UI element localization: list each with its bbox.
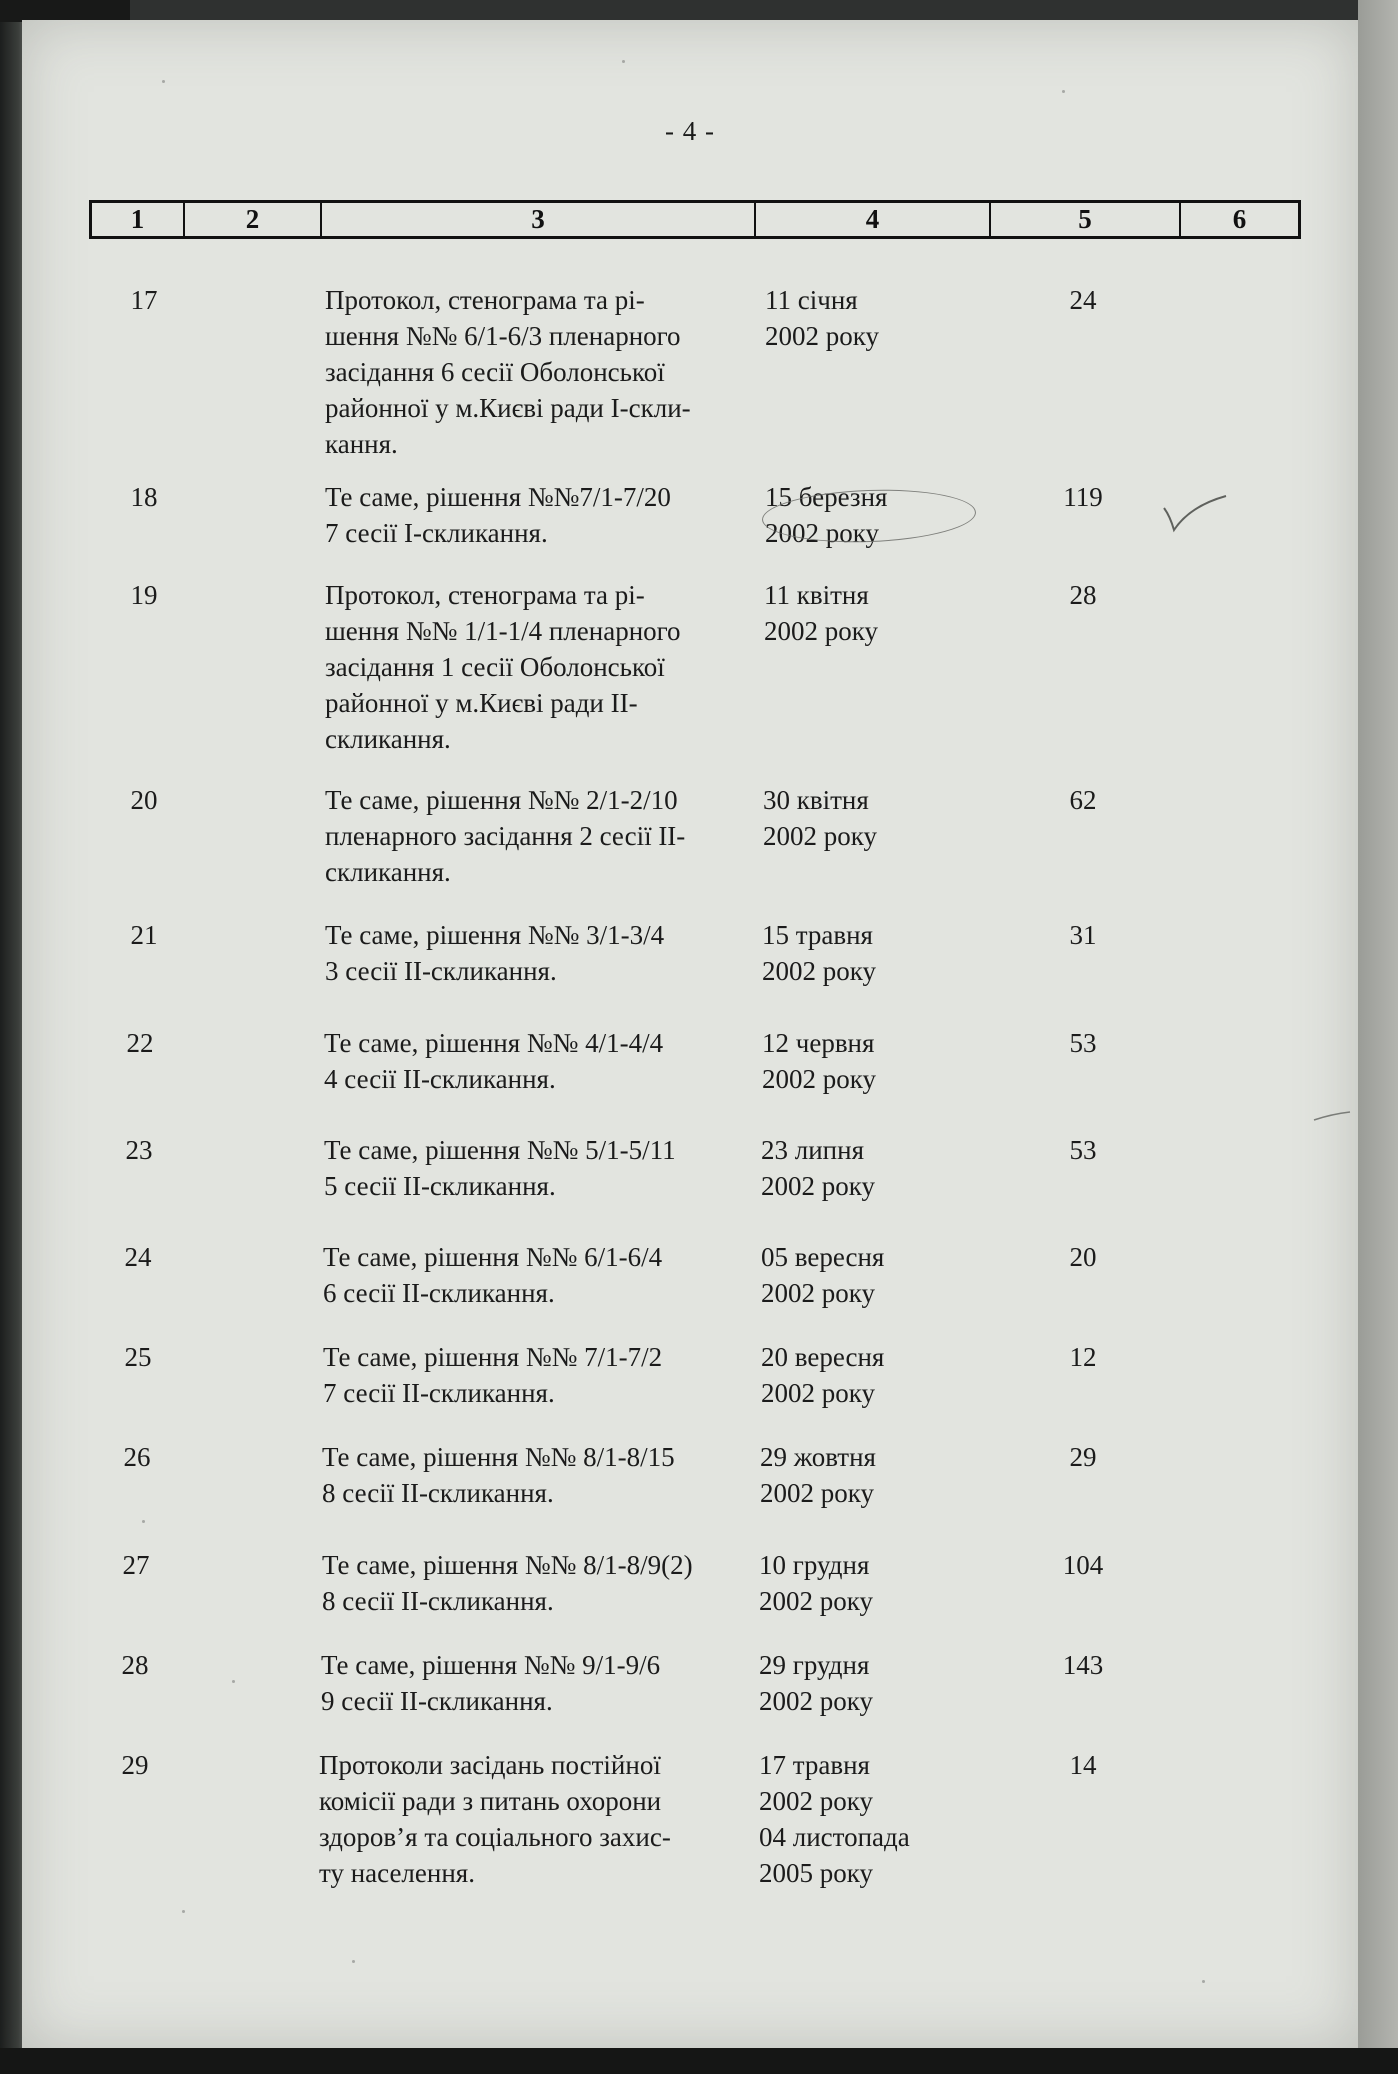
document-page [22, 20, 1358, 2048]
row-pages: 28 [1069, 580, 1097, 610]
description-line: 4 сесії II-скликання. [324, 1064, 556, 1094]
row-date [759, 1547, 989, 1619]
description-line: 7 сесії I-скликання. [325, 518, 548, 548]
description-line: Протокол, стенограма та рі- [325, 580, 645, 610]
scan-speck [162, 80, 165, 83]
date-line: 2002 року [764, 616, 878, 646]
date-line: 2005 року [759, 1858, 873, 1888]
pencil-dash-mark [1312, 1110, 1352, 1122]
row-description [324, 1132, 764, 1204]
description-line: Те саме, рішення №№ 9/1-9/6 [321, 1650, 661, 1680]
scan-speck [182, 1910, 185, 1913]
row-date [761, 1132, 991, 1204]
row-date [764, 577, 994, 649]
scan-speck [1062, 90, 1065, 93]
row-description [322, 1439, 762, 1511]
scan-speck [142, 1520, 145, 1523]
date-line: 2002 року [763, 821, 877, 851]
date-line: 10 грудня [759, 1550, 870, 1580]
row-pages: 53 [1069, 1135, 1097, 1165]
date-line: 15 березня [765, 482, 888, 512]
row-number: 26 [123, 1442, 151, 1472]
row-number: 22 [126, 1028, 154, 1058]
date-line: 17 травня [759, 1750, 870, 1780]
row-date [759, 1647, 989, 1719]
scan-edge-bottom [0, 2048, 1398, 2074]
column-header-5: 5 [991, 203, 1181, 236]
description-line: Те саме, рішення №№ 8/1-8/9(2) [322, 1550, 693, 1580]
description-line: скликання. [325, 724, 451, 754]
date-line: 2002 року [759, 1686, 873, 1716]
row-pages: 31 [1069, 920, 1097, 950]
column-header-3: 3 [322, 203, 756, 236]
description-line: Те саме, рішення №№ 3/1-3/4 [325, 920, 665, 950]
date-line: 2002 року [765, 518, 879, 548]
description-line: 5 сесії II-скликання. [324, 1171, 556, 1201]
date-line: 11 квітня [764, 580, 869, 610]
row-description [323, 1239, 763, 1311]
description-line: комісії ради з питань охорони [319, 1786, 662, 1816]
description-line: 9 сесії II-скликання. [321, 1686, 553, 1716]
description-line: скликання. [325, 857, 451, 887]
date-line: 2002 року [762, 956, 876, 986]
row-pages: 143 [1062, 1650, 1104, 1680]
date-line: 2002 року [762, 1064, 876, 1094]
row-pages: 29 [1069, 1442, 1097, 1472]
column-header-6: 6 [1232, 204, 1247, 234]
row-description [324, 1025, 764, 1097]
column-header-4: 4 [756, 203, 991, 236]
description-line: ту населення. [319, 1858, 475, 1888]
row-number: 19 [130, 580, 158, 610]
table-header [89, 200, 1301, 239]
description-line: Протоколи засідань постійної [319, 1750, 661, 1780]
date-line: 2002 року [765, 321, 879, 351]
description-line: 3 сесії II-скликання. [325, 956, 557, 986]
date-line: 29 грудня [759, 1650, 870, 1680]
date-line: 12 червня [762, 1028, 875, 1058]
row-pages: 104 [1062, 1550, 1104, 1580]
row-date [763, 782, 993, 854]
description-line: 8 сесії II-скликання. [322, 1478, 554, 1508]
date-line: 2002 року [761, 1171, 875, 1201]
date-line: 2002 року [760, 1478, 874, 1508]
description-line: засідання 6 сесії Оболонської [325, 357, 665, 387]
description-line: Протокол, стенограма та рі- [325, 285, 645, 315]
description-line: засідання 1 сесії Оболонської [325, 652, 665, 682]
row-date [759, 1747, 989, 1891]
description-line: пленарного засідання 2 сесії II- [325, 821, 686, 851]
row-description [322, 1547, 762, 1619]
row-date [762, 917, 992, 989]
date-line: 30 квітня [763, 785, 869, 815]
row-pages: 14 [1069, 1750, 1097, 1780]
row-number: 21 [130, 920, 158, 950]
description-line: 7 сесії II-скликання. [323, 1378, 555, 1408]
description-line: Те саме, рішення №№ 5/1-5/11 [324, 1135, 676, 1165]
row-pages: 20 [1069, 1242, 1097, 1272]
row-description [321, 1647, 761, 1719]
row-description [325, 479, 765, 551]
row-description [325, 782, 765, 890]
date-line: 2002 року [761, 1378, 875, 1408]
description-line: районної у м.Києві ради I-скли- [325, 393, 691, 423]
row-number: 29 [121, 1750, 149, 1780]
description-line: шення №№ 6/1-6/3 пленарного [325, 321, 681, 351]
row-pages: 12 [1069, 1342, 1097, 1372]
row-date [760, 1439, 990, 1511]
row-number: 20 [130, 785, 158, 815]
date-line: 29 жовтня [760, 1442, 876, 1472]
row-pages: 62 [1069, 785, 1097, 815]
scan-speck [622, 60, 625, 63]
date-line: 05 вересня [761, 1242, 885, 1272]
row-description [325, 282, 765, 462]
row-description [325, 917, 765, 989]
row-description [325, 577, 765, 757]
description-line: 6 сесії II-скликання. [323, 1278, 555, 1308]
scan-speck [232, 1680, 235, 1683]
description-line: здоров’я та соціального захис- [319, 1822, 671, 1852]
scan-edge-right [1358, 0, 1398, 2074]
scan-speck [352, 1960, 355, 1963]
description-line: Те саме, рішення №№ 2/1-2/10 [325, 785, 678, 815]
row-description [323, 1339, 763, 1411]
date-line: 11 січня [765, 285, 858, 315]
scan-speck [1202, 1980, 1205, 1983]
date-line: 2002 року [759, 1786, 873, 1816]
description-line: 8 сесії II-скликання. [322, 1586, 554, 1616]
row-date [761, 1339, 991, 1411]
row-number: 24 [124, 1242, 152, 1272]
row-number: 28 [121, 1650, 149, 1680]
row-pages: 53 [1069, 1028, 1097, 1058]
scan-corner [0, 0, 130, 22]
date-line: 20 вересня [761, 1342, 885, 1372]
pencil-checkmark-icon [1160, 494, 1230, 534]
row-number: 17 [130, 285, 158, 315]
description-line: Те саме, рішення №№ 8/1-8/15 [322, 1442, 675, 1472]
row-number: 25 [124, 1342, 152, 1372]
row-date [761, 1239, 991, 1311]
date-line: 15 травня [762, 920, 873, 950]
date-line: 2002 року [759, 1586, 873, 1616]
row-date [765, 282, 995, 354]
description-line: Те саме, рішення №№ 6/1-6/4 [323, 1242, 663, 1272]
row-pages: 24 [1069, 285, 1097, 315]
column-header-2: 2 [185, 203, 322, 236]
description-line: Те саме, рішення №№ 4/1-4/4 [324, 1028, 664, 1058]
description-line: Те саме, рішення №№7/1-7/20 [325, 482, 671, 512]
row-date [762, 1025, 992, 1097]
page-number: - 4 - [665, 116, 715, 146]
date-line: 04 листопада [759, 1822, 910, 1852]
row-pages: 119 [1063, 482, 1103, 512]
description-line: кання. [325, 429, 398, 459]
column-header-1: 1 [92, 203, 185, 236]
row-number: 18 [130, 482, 158, 512]
row-description [319, 1747, 759, 1891]
date-line: 2002 року [761, 1278, 875, 1308]
row-number: 23 [125, 1135, 153, 1165]
description-line: шення №№ 1/1-1/4 пленарного [325, 616, 681, 646]
description-line: районної у м.Києві ради II- [325, 688, 638, 718]
date-line: 23 липня [761, 1135, 864, 1165]
description-line: Те саме, рішення №№ 7/1-7/2 [323, 1342, 663, 1372]
row-number: 27 [122, 1550, 150, 1580]
